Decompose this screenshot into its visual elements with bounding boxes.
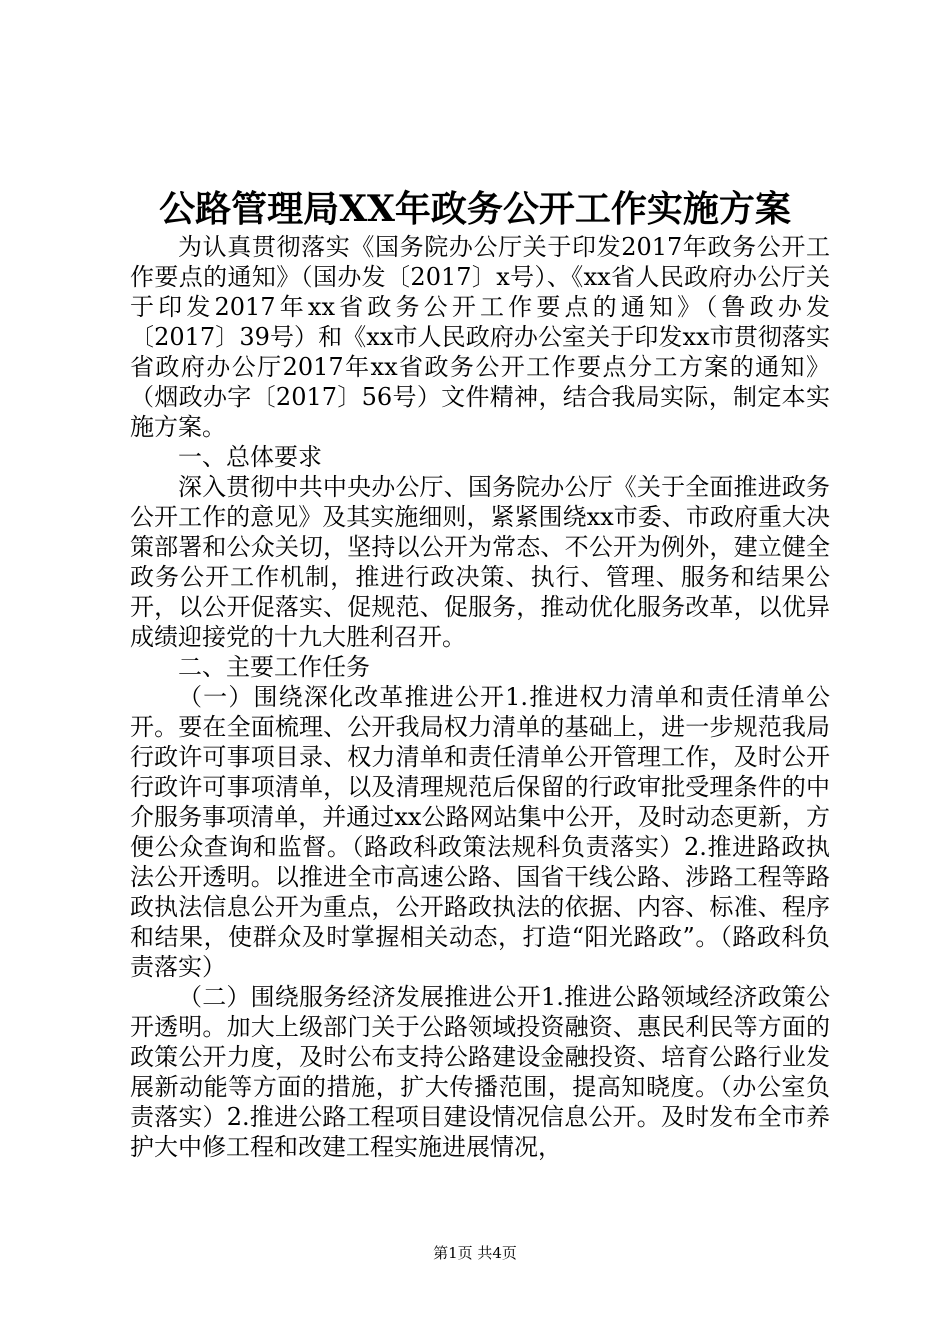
task-paragraph-economy: （二）围绕服务经济发展推进公开1.推进公路领域经济政策公开透明。加大上级部门关于公路领域投资融资、惠民利民等方面的政策公开力度，及时公布支持公路建设金融投资、培育公路行业发展新动能等方面的措施，扩大传播范围，提高知晓度。（办公室负责落实）2.推进公路工程项目建设情况信息公开。及时发布全市养护大中修工程和改建工程实施进展情况， <box>130 983 830 1161</box>
section-heading-main-tasks: 二、主要工作任务 <box>178 653 370 681</box>
intro-paragraph: 为认真贯彻落实《国务院办公厅关于印发2017年政务公开工作要点的通知》（国办发〔2017〕x号）、《xx省人民政府办公厅关于印发2017年xx省政务公开工作要点的通知》（鲁政办发〔2017〕39号）和《xx市人民政府办公室关于印发xx市贯彻落实省政府办公厅2017年xx省政务公开工作要点分工方案的通知》（烟政办字〔2017〕56号）文件精神，结合我局实际，制定本实施方案。 <box>130 233 830 441</box>
document-title: 公路管理局XX年政务公开工作实施方案 <box>159 188 791 230</box>
document-body <box>130 232 830 1162</box>
page-number-footer: 第1页 共4页 <box>433 1244 517 1262</box>
task-paragraph-reform: （一）围绕深化改革推进公开1.推进权力清单和责任清单公开。要在全面梳理、公开我局权力清单的基础上，进一步规范我局行政许可事项目录、权力清单和责任清单公开管理工作，及时公开行政许可事项清单，以及清理规范后保留的行政审批受理条件的中介服务事项清单，并通过xx公路网站集中公开，及时动态更新，方便公众查询和监督。（路政科政策法规科负责落实）2.推进路政执法公开透明。以推进全市高速公路、国省干线公路、涉路工程等路政执法信息公开为重点，公开路政执法的依据、内容、标准、程序和结果，使群众及时掌握相关动态，打造“阳光路政”。（路政科负责落实） <box>130 683 830 981</box>
section-heading-general-requirements: 一、总体要求 <box>178 443 322 471</box>
general-requirements-paragraph: 深入贯彻中共中央办公厅、国务院办公厅《关于全面推进政务公开工作的意见》及其实施细则，紧紧围绕xx市委、市政府重大决策部署和公众关切，坚持以公开为常态、不公开为例外，建立健全政务公开工作机制，推进行政决策、执行、管理、服务和结果公开，以公开促落实、促规范、促服务，推动优化服务改革，以优异成绩迎接党的十九大胜利召开。 <box>130 473 830 651</box>
